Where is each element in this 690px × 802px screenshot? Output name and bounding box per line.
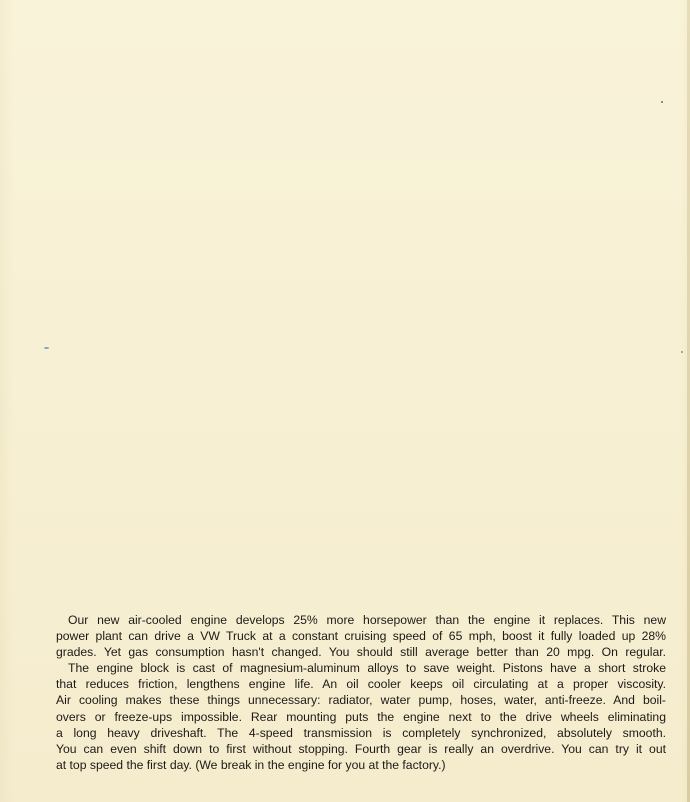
ink-speck xyxy=(661,101,663,103)
paragraph-engine-power xyxy=(56,612,666,660)
ink-speck xyxy=(44,347,49,349)
paragraph-engine-design xyxy=(56,660,666,773)
text-line: that reduces friction, lengthens engine life. An oil cooler keeps oil circulating at a proper viscosity. xyxy=(56,677,666,692)
text-line: Our new air-cooled engine develops 25% more horsepower than the engine it replaces. This new xyxy=(68,613,666,627)
text-line: overs or freeze-ups impossible. Rear mounting puts the engine next to the drive wheels eliminating xyxy=(56,709,666,724)
ink-speck xyxy=(681,351,683,353)
text-line: at top speed the first day. (We break in the engine for you at the factory.) xyxy=(56,757,446,772)
text-line: The engine block is cast of magnesium-aluminum alloys to save weight. Pistons have a short stroke xyxy=(68,661,666,676)
text-line: grades. Yet gas consumption hasn't changed. You should still average better than 20 mpg. On regular. xyxy=(56,645,666,660)
text-line: You can even shift down to first without stopping. Fourth gear is really an overdrive. You can try it out xyxy=(56,741,666,756)
body-copy xyxy=(56,612,666,773)
text-line: Air cooling makes these things unnecessary: radiator, water pump, hoses, water, anti-freeze. And boil- xyxy=(56,693,666,708)
text-line: power plant can drive a VW Truck at a constant cruising speed of 65 mph, boost it fully loaded up 28% xyxy=(56,629,666,644)
text-line: a long heavy driveshaft. The 4-speed transmission is completely synchronized, absolutely smooth. xyxy=(56,725,666,740)
